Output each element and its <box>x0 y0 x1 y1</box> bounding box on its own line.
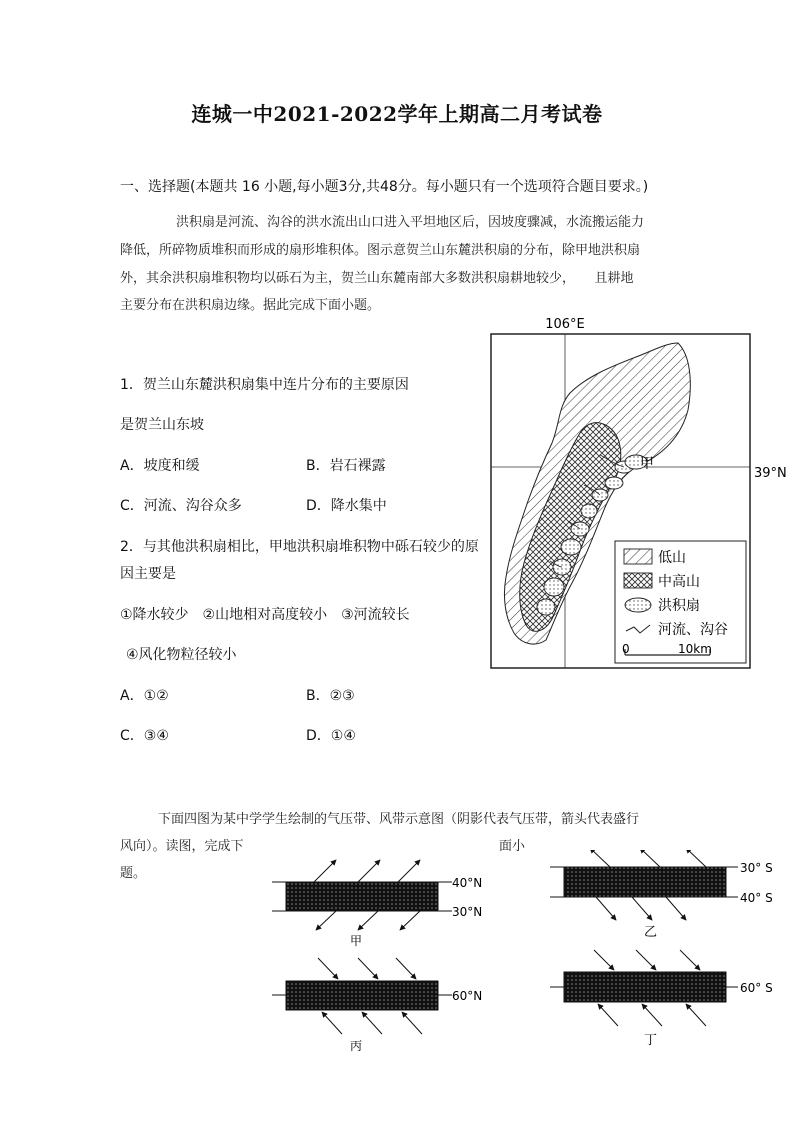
section2-intro-line2b: 面小 <box>499 839 526 854</box>
section2-intro-line3: 题。 <box>120 866 147 881</box>
q1-option-c[interactable]: C．河流、沟谷众多 <box>120 498 242 514</box>
intro-line-4: 主要分布在洪积扇边缘。据此完成下面小题。 <box>120 298 381 313</box>
place-label-jia: 甲 <box>640 456 654 472</box>
section2-intro-line1: 下面四图为某中学学生绘制的气压带、风带示意图（阴影代表气压带，箭头代表盛行 <box>158 812 640 827</box>
section-heading: 一、选择题(本题共 16 小题,每小题3分,共48分。每小题只有一个选项符合题目要求。) <box>120 179 649 195</box>
latitude-label: 39°N <box>754 466 787 481</box>
diagram-ding <box>550 950 773 1048</box>
q2-option-b[interactable]: B．②③ <box>306 688 355 704</box>
legend-mid-high-mountain-swatch <box>624 573 652 588</box>
jia-top-label: 40°N <box>452 876 483 890</box>
legend-alluvial-fan-swatch <box>625 598 651 612</box>
q2-items-line1: ①降水较少 ②山地相对高度较小 ③河流较长 <box>120 607 410 623</box>
legend-low-mountain-swatch <box>624 549 652 564</box>
yi-bottom-label: 40° S <box>740 891 773 905</box>
q2-option-c[interactable]: C．③④ <box>120 728 169 744</box>
legend-mid-high-mountain-label: 中高山 <box>658 574 700 590</box>
bing-name: 丙 <box>350 1039 363 1053</box>
q1-stem-line2: 是贺兰山东坡 <box>120 417 204 433</box>
scale-zero-label: 0 <box>622 642 630 656</box>
diagram-jia <box>272 860 482 948</box>
jia-name: 甲 <box>350 934 363 948</box>
jia-bottom-label: 30°N <box>452 905 483 919</box>
q2-option-d[interactable]: D．①④ <box>306 728 356 744</box>
intro-line-1: 洪积扇是河流、沟谷的洪水流出山口进入平坦地区后，因坡度骤减，水流搬运能力 <box>176 215 645 230</box>
q2-option-a[interactable]: A．①② <box>120 688 169 704</box>
q2-items-line2: ④风化物粒径较小 <box>126 647 237 663</box>
yi-top-label: 30° S <box>740 861 773 875</box>
scale-distance-label: 10km <box>678 642 712 656</box>
q1-option-a[interactable]: A．坡度和缓 <box>120 458 200 474</box>
ding-label: 60° S <box>740 981 773 995</box>
section2-intro-line2a: 风向）。读图，完成下 <box>120 839 244 854</box>
legend-low-mountain-label: 低山 <box>658 550 686 566</box>
page-title: 连城一中2021-2022学年上期高二月考试卷 <box>191 102 603 126</box>
q1-option-d[interactable]: D．降水集中 <box>306 498 387 514</box>
yi-name: 乙 <box>644 925 658 940</box>
intro-line-2: 降低，所碎物质堆积而形成的扇形堆积体。图示意贺兰山东麓洪积扇的分布，除甲地洪积扇 <box>120 243 641 258</box>
legend-alluvial-fan-label: 洪积扇 <box>658 598 700 614</box>
longitude-label: 106°E <box>545 317 585 332</box>
q2-stem-line2: 因主要是 <box>120 566 176 582</box>
legend-river-valley-label: 河流、沟谷 <box>658 622 728 638</box>
bing-label: 60°N <box>452 989 483 1003</box>
diagram-yi <box>550 850 773 940</box>
q1-option-b[interactable]: B．岩石裸露 <box>306 458 386 474</box>
pressure-belt-diagrams <box>262 850 782 1060</box>
diagram-bing <box>272 958 482 1053</box>
helan-mountain-map <box>488 315 788 675</box>
ding-name: 丁 <box>644 1033 658 1048</box>
q2-stem-line1: 2．与其他洪积扇相比，甲地洪积扇堆积物中砾石较少的原 <box>120 539 479 555</box>
q1-stem-line1: 1．贺兰山东麓洪积扇集中连片分布的主要原因 <box>120 377 409 393</box>
intro-line-3: 外，其余洪积扇堆积物均以砾石为主，贺兰山东麓南部大多数洪积扇耕地较少， 且耕地 <box>120 271 634 286</box>
